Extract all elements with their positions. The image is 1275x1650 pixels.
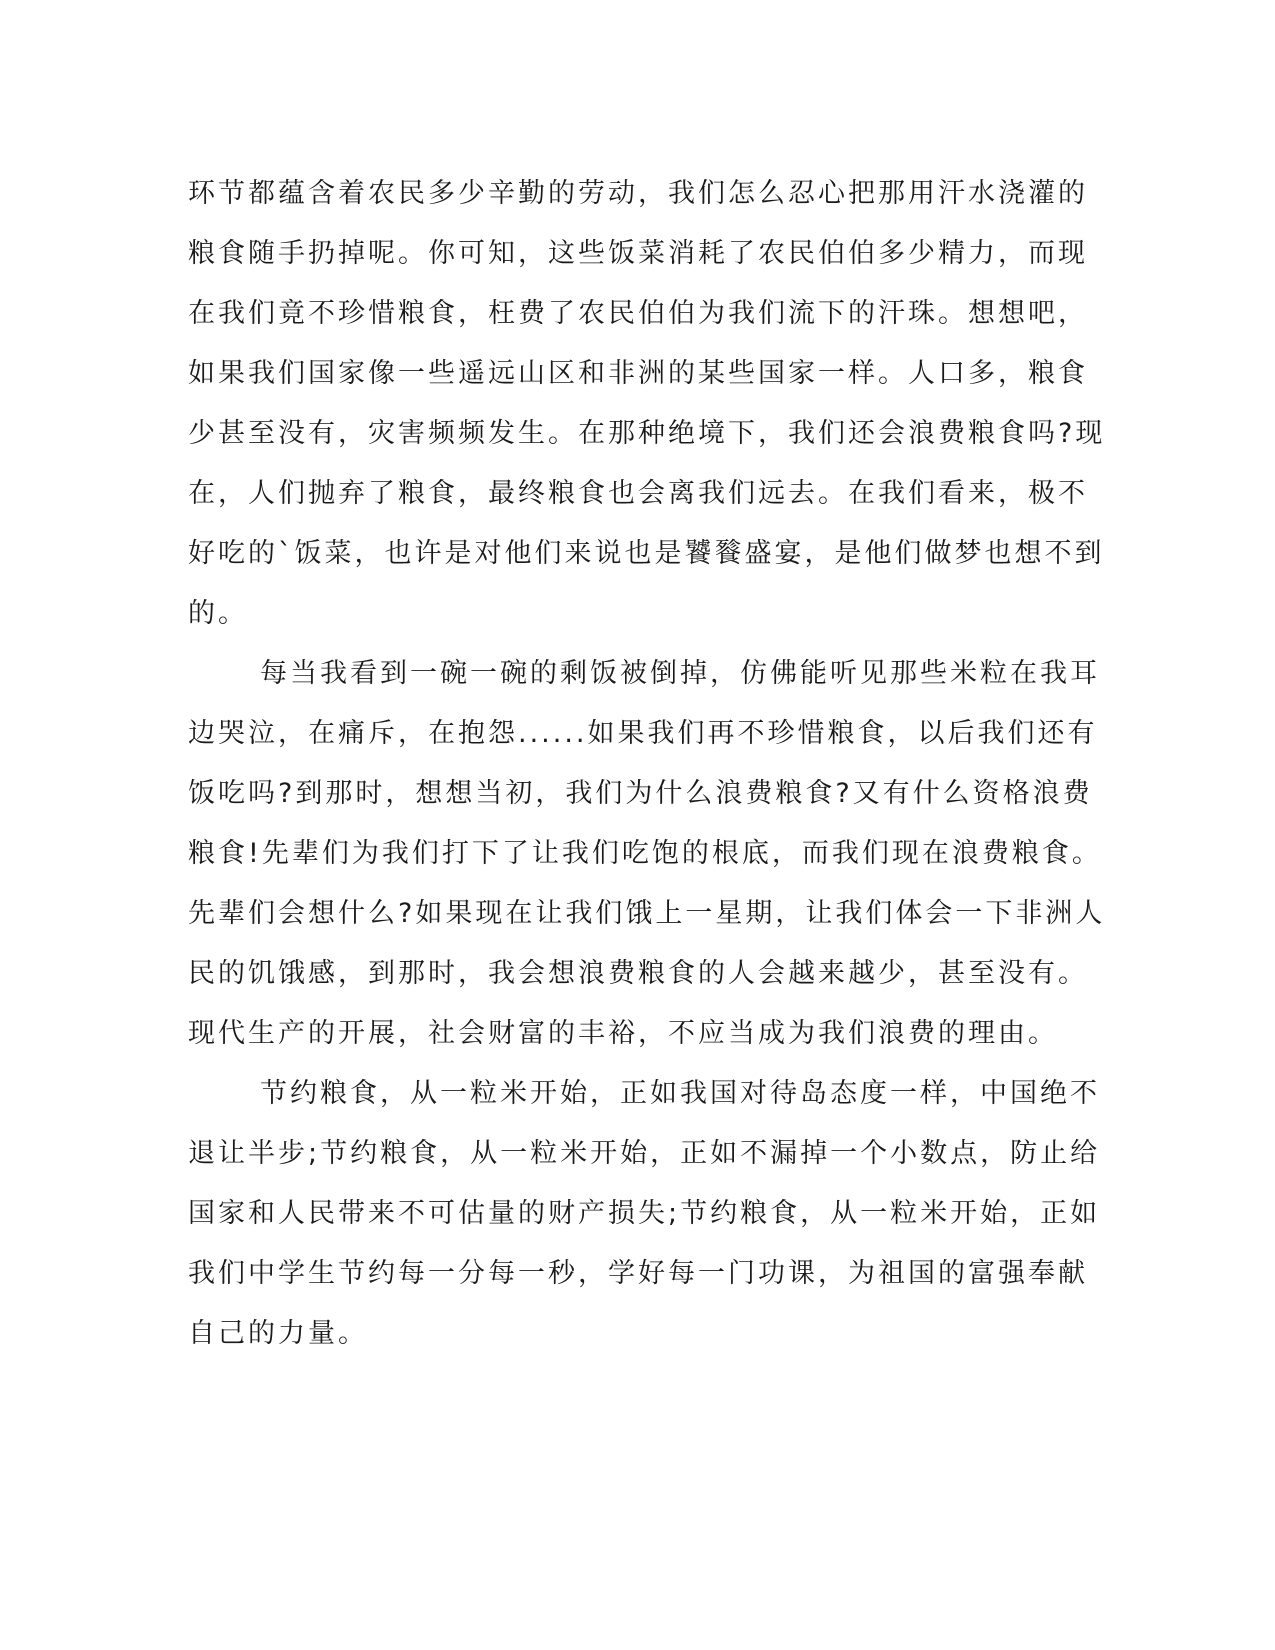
paragraph-line: 在，人们抛弃了粮食，最终粮食也会离我们远去。在我们看来，极不: [188, 478, 1088, 509]
paragraph-line: 的。: [188, 598, 248, 629]
paragraph-line: 粮食随手扔掉呢。你可知，这些饭菜消耗了农民伯伯多少精力，而现: [188, 238, 1088, 269]
paragraph-line: 现代生产的开展，社会财富的丰裕，不应当成为我们浪费的理由。: [188, 1018, 1058, 1049]
paragraph-line: 粮食!先辈们为我们打下了让我们吃饱的根底，而我们现在浪费粮食。: [188, 838, 1102, 869]
paragraph-line: 每当我看到一碗一碗的剩饭被倒掉，仿佛能听见那些米粒在我耳: [260, 658, 1100, 689]
paragraph-1: [188, 164, 1106, 644]
paragraph-line: 我们中学生节约每一分每一秒，学好每一门功课，为祖国的富强奉献: [188, 1258, 1088, 1289]
paragraph-line: 国家和人民带来不可估量的财产损失;节约粮食，从一粒米开始，正如: [188, 1198, 1101, 1229]
paragraph-line: 退让半步;节约粮食，从一粒米开始，正如不漏掉一个小数点，防止给: [188, 1138, 1101, 1169]
paragraph-line: 少甚至没有，灾害频频发生。在那种绝境下，我们还会浪费粮食吗?现: [188, 418, 1106, 449]
paragraph-line: 好吃的`饭菜，也许是对他们来说也是饕餮盛宴，是他们做梦也想不到: [188, 538, 1105, 569]
paragraph-line: 在我们竟不珍惜粮食，枉费了农民伯伯为我们流下的汗珠。想想吧，: [188, 298, 1088, 329]
body-text: [188, 164, 1106, 1364]
paragraph-line: 饭吃吗?到那时，想想当初，我们为什么浪费粮食?又有什么资格浪费: [188, 778, 1093, 809]
paragraph-line: 自己的力量。: [188, 1318, 368, 1349]
paragraph-3: [188, 1064, 1101, 1364]
paragraph-line: 民的饥饿感，到那时，我会想浪费粮食的人会越来越少，甚至没有。: [188, 958, 1088, 989]
paragraph-line: 如果我们国家像一些遥远山区和非洲的某些国家一样。人口多，粮食: [188, 358, 1088, 389]
paragraph-line: 环节都蕴含着农民多少辛勤的劳动，我们怎么忍心把那用汗水浇灌的: [188, 178, 1088, 209]
paragraph-line: 边哭泣，在痛斥，在抱怨......如果我们再不珍惜粮食，以后我们还有: [188, 718, 1098, 749]
paragraph-line: 先辈们会想什么?如果现在让我们饿上一星期，让我们体会一下非洲人: [188, 898, 1106, 929]
paragraph-line: 节约粮食，从一粒米开始，正如我国对待岛态度一样，中国绝不: [260, 1078, 1100, 1109]
paragraph-2: [188, 644, 1106, 1064]
